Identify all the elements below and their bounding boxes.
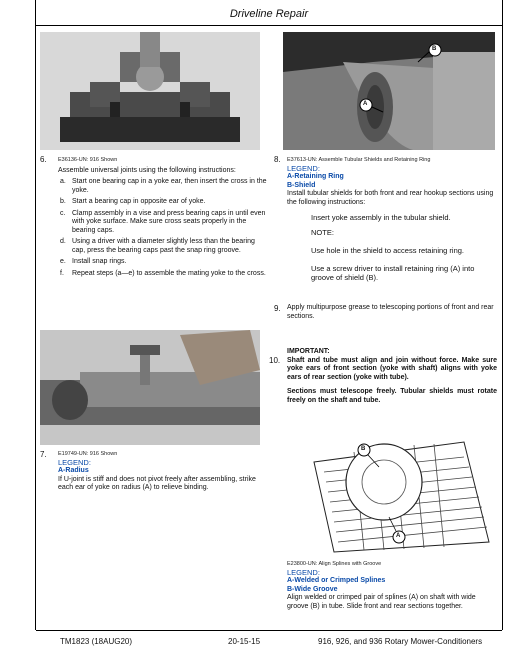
step6-item-d: d. Using a driver with a diameter slightly less than the bearing cap, press the bearing caps past the snap ring groove. bbox=[60, 238, 255, 254]
step6-item-e: e. Install snap rings. bbox=[60, 258, 127, 265]
step8-sub3: Use a screw driver to install retaining ring (A) into groove of shield (B). bbox=[311, 264, 475, 282]
step7-legend-a: A-Radius bbox=[58, 467, 89, 474]
step10-legend-a: A-Welded or Crimped Splines bbox=[287, 577, 386, 584]
step10-legend-b: B-Wide Groove bbox=[287, 585, 338, 593]
step8-sub2: Use hole in the shield to access retaining ring. bbox=[311, 246, 465, 255]
hammer-yoke-photo bbox=[40, 330, 260, 445]
step8-caption: E37613-UN: Assemble Tubular Shields and Retaining Ring bbox=[287, 157, 431, 163]
step10-important-label: IMPORTANT: bbox=[287, 348, 330, 355]
step10-important-text2: Sections must telescope freely. Tubular shields must rotate freely on the shaft and tube. bbox=[287, 388, 497, 404]
step6-item-f: f. Repeat steps (a—e) to assemble the mating yoke to the cross. bbox=[60, 269, 266, 277]
step6-number: 6. bbox=[40, 155, 47, 164]
page-title: Driveline Repair bbox=[229, 8, 309, 20]
step6-intro: Assemble universal joints using the following instructions: bbox=[58, 166, 236, 174]
step7-text: If U-joint is stiff and does not pivot freely after assembling, strike each ear of yoke on radius (A) to relieve binding. bbox=[58, 475, 256, 491]
step7-number: 7. bbox=[40, 450, 47, 459]
step8-legend-b: B-Shield bbox=[287, 181, 316, 189]
step7-legend-title: LEGEND: bbox=[58, 457, 91, 467]
step6-item-a: a. Start one bearing cap in a yoke ear, then insert the cross in the yoke. bbox=[60, 178, 267, 194]
step6-caption: E36136-UN: 916 Shown bbox=[58, 157, 118, 163]
step10-legend-title: LEGEND: bbox=[287, 567, 320, 577]
spline-groove-diagram bbox=[284, 432, 496, 557]
shield-retaining-ring-photo bbox=[283, 32, 495, 150]
step8-legend-a: A-Retaining Ring bbox=[287, 173, 344, 180]
step9-number: 9. bbox=[274, 304, 281, 313]
step10-caption: E23800-UN: Align Splines with Groove bbox=[287, 561, 382, 567]
step8-text: Install tubular shields for both front and rear hookup sections using the following instructions: bbox=[287, 190, 494, 206]
step8-sub1: Insert yoke assembly in the tubular shield. bbox=[311, 213, 451, 222]
step8-note-label: NOTE: bbox=[311, 228, 334, 237]
footer-product: 916, 926, and 936 Rotary Mower-Conditioners bbox=[318, 637, 483, 646]
spline-callout-b: B bbox=[361, 446, 366, 452]
step6-item-c: c. Clamp assembly in a vise and press bearing caps in until even with yoke surface. Make sure cross seats properly in the bearing caps. bbox=[60, 209, 266, 234]
step8-number: 8. bbox=[274, 155, 281, 164]
footer-rule bbox=[36, 630, 502, 631]
step6-item-b: b. Start a bearing cap in opposite ear of yoke. bbox=[60, 198, 206, 205]
step9-text: Apply multipurpose grease to telescoping portions of front and rear sections. bbox=[287, 304, 494, 320]
step7-caption: E19749-UN: 916 Shown bbox=[58, 451, 118, 457]
ujoint-vise-photo bbox=[40, 32, 260, 150]
step8-legend-title: LEGEND: bbox=[287, 163, 320, 173]
step10-number: 10. bbox=[269, 356, 281, 365]
header-rule bbox=[36, 25, 502, 26]
step10-important-text: Shaft and tube must align and join without force. Make sure yoke ears of front section (yoke with shaft) aligns with yoke ears of rear section (yoke with tube). bbox=[287, 356, 497, 381]
footer-page-number: 20-15-15 bbox=[228, 637, 261, 646]
spline-callout-a: A bbox=[396, 533, 401, 539]
step10-text: Align welded or crimped pair of splines (A) on shaft with wide groove (B) in tube. Slide front and rear sections together. bbox=[287, 594, 476, 610]
footer-doc-id: TM1823 (18AUG20) bbox=[60, 637, 133, 646]
callout-a-label: A bbox=[363, 101, 368, 107]
callout-b-label: B bbox=[432, 46, 437, 52]
